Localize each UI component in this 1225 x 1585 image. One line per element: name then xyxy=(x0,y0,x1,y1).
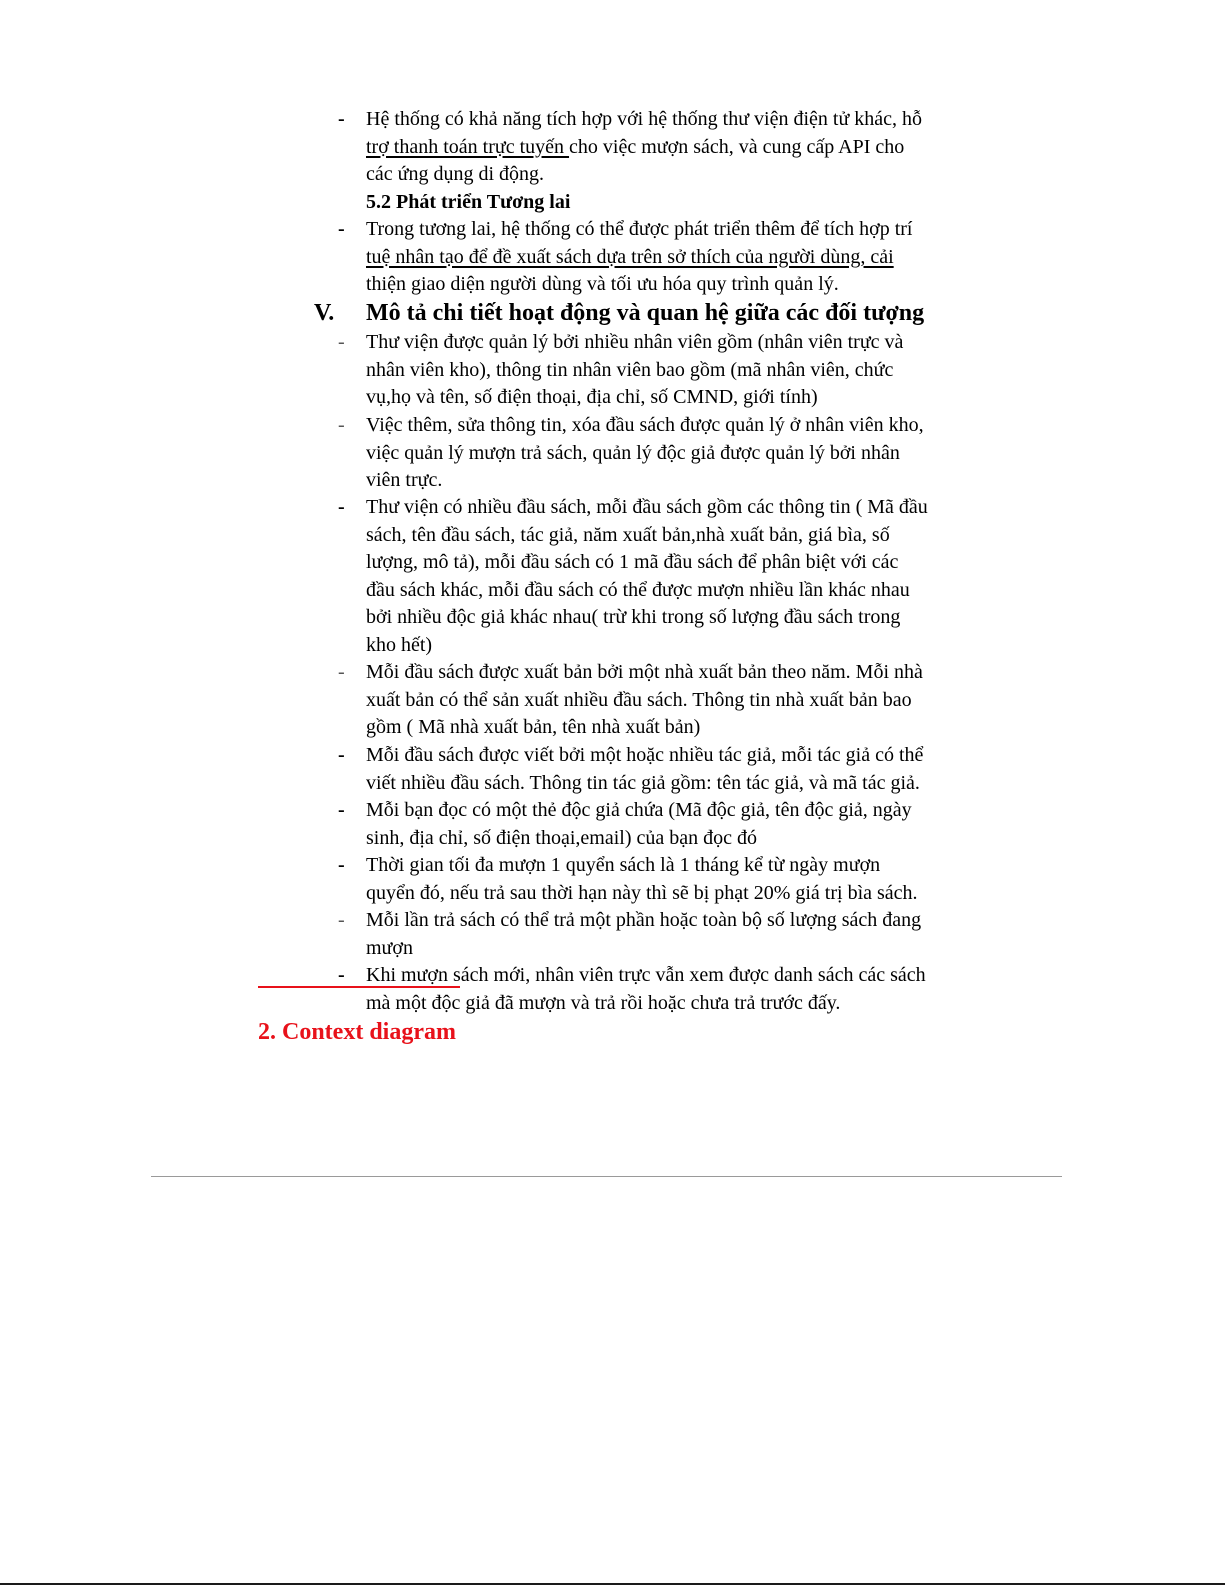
bullet-dash: - xyxy=(338,799,345,821)
line: Hệ thống có khả năng tích hợp với hệ thống thư viện điện tử khác, hỗ xyxy=(366,108,923,130)
page-divider xyxy=(151,1176,1062,1177)
list-item-text: Mỗi đầu sách được xuất bản bởi một nhà xuất bản theo năm. Mỗi nhà xuất bản có thể sản xuất nhiều đầu sách. Thông tin nhà xuất bản bao gồm ( Mã nhà xuất bản, tên nhà xuất bản) xyxy=(366,661,923,738)
list-item-text xyxy=(366,106,966,189)
underlined-text: trợ thanh toán trực tuyến xyxy=(366,135,570,158)
bullet-dash: - xyxy=(338,414,345,436)
bullet-dash: - xyxy=(338,661,345,683)
line: cho việc mượn sách, và cung cấp API cho xyxy=(569,135,905,158)
bullet-dash: - xyxy=(338,218,345,240)
list-item-text: Thời gian tối đa mượn 1 quyển sách là 1 tháng kể từ ngày mượn quyển đó, nếu trả sau thời hạn này thì sẽ bị phạt 20% giá trị bìa sách. xyxy=(366,854,918,904)
list-item-text: Mỗi đầu sách được viết bởi một hoặc nhiều tác giả, mỗi tác giả có thể viết nhiều đầu sách. Thông tin tác giả gồm: tên tác giả, và mã tác giả. xyxy=(366,744,924,794)
list-item-text: Thư viện có nhiều đầu sách, mỗi đầu sách gồm các thông tin ( Mã đầu sách, tên đầu sách, tác giả, năm xuất bản,nhà xuất bản, giá bìa, số lượng, mô tả), mỗi đầu sách có 1 mã đầu sách để phân biệt với các đầu sách khác, mỗi đầu sách có thể được mượn nhiều lần khác nhau bởi nhiều độc giả khác nhau( trừ khi trong số lượng đầu sách trong kho hết) xyxy=(366,496,928,656)
list-item-text: Mỗi bạn đọc có một thẻ độc giả chứa (Mã độc giả, tên độc giả, ngày sinh, địa chỉ, số điện thoại,email) của bạn đọc đó xyxy=(366,799,912,849)
list-item-text: Việc thêm, sửa thông tin, xóa đầu sách được quản lý ở nhân viên kho, việc quản lý mượn trả sách, quản lý độc giả được quản lý bởi nhân viên trực. xyxy=(366,414,924,491)
bullet-dash: - xyxy=(338,496,345,518)
bullet-dash: - xyxy=(338,964,345,986)
line: các ứng dụng di động. xyxy=(366,163,545,185)
red-underline-mark xyxy=(258,986,460,988)
subheading: 5.2 Phát triển Tương lai xyxy=(366,191,571,213)
line: Khi mượn sách mới, nhân viên trực vẫn xem được danh sách các sách mà một độc giả đã mượn và trả rồi hoặc chưa trả trước đấy. xyxy=(366,964,926,1014)
list-item-text xyxy=(366,962,966,1017)
list-item-text xyxy=(366,216,966,299)
list-item-text: Thư viện được quản lý bởi nhiều nhân viên gồm (nhân viên trực và nhân viên kho), thông tin nhân viên bao gồm (mã nhân viên, chức vụ,họ và tên, số điện thoại, địa chỉ, số CMND, giới tính) xyxy=(366,331,904,408)
bullet-dash: - xyxy=(338,909,345,931)
section-number: V. xyxy=(314,300,335,326)
context-diagram-heading: 2. Context diagram xyxy=(258,1019,456,1045)
bullet-dash: - xyxy=(338,331,345,353)
section-title: Mô tả chi tiết hoạt động và quan hệ giữa các đối tượng xyxy=(366,300,925,326)
section-heading xyxy=(314,298,924,328)
list-item-text: Mỗi lần trả sách có thể trả một phần hoặc toàn bộ số lượng sách đang mượn xyxy=(366,909,922,959)
line: Trong tương lai, hệ thống có thể được phát triển thêm để tích hợp trí xyxy=(366,218,913,240)
bullet-dash: - xyxy=(338,854,345,876)
bullet-dash: - xyxy=(338,108,345,130)
underlined-text: tuệ nhân tạo để đề xuất sách dựa trên sở thích của người dùng, cải xyxy=(366,245,894,268)
line: thiện giao diện người dùng và tối ưu hóa quy trình quản lý. xyxy=(366,273,839,295)
bullet-dash: - xyxy=(338,744,345,766)
